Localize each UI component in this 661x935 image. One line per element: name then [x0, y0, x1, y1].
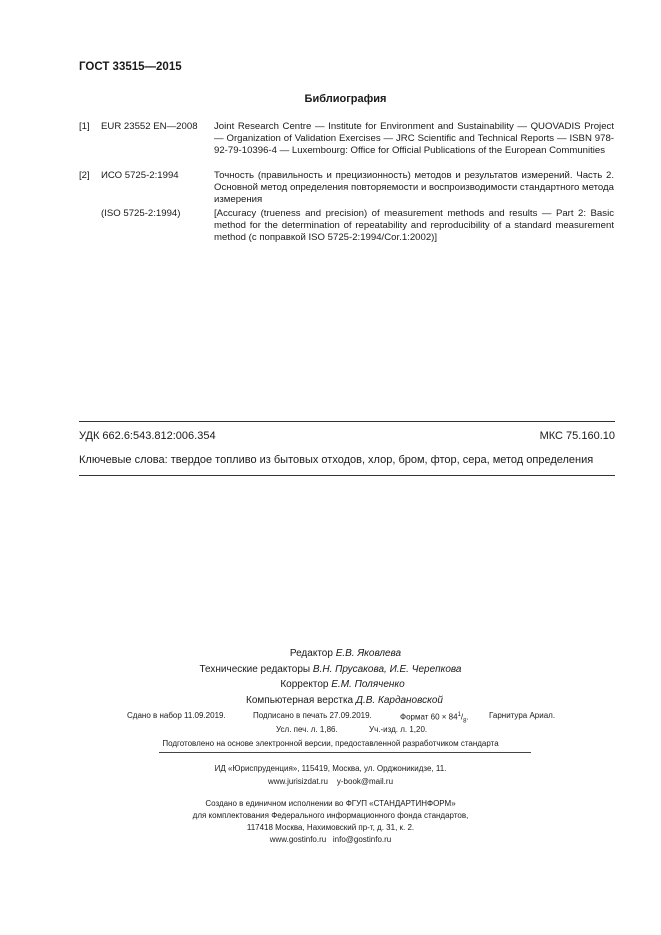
publisher-contacts: [0, 775, 661, 788]
imprint-print-sheets: Усл. печ. л. 1,86.: [276, 725, 338, 734]
publisher-site-link[interactable]: www.jurisizdat.ru: [267, 777, 328, 786]
corrector-name: Е.М. Поляченко: [331, 679, 405, 690]
entry-code: EUR 23552 EN—2008: [101, 121, 198, 132]
publisher-email-link[interactable]: y-book@mail.ru: [336, 777, 394, 786]
printer-site-link[interactable]: www.gostinfo.ru: [269, 835, 327, 844]
printer-email-link[interactable]: info@gostinfo.ru: [332, 835, 392, 844]
udk-code: УДК 662.6:543.812:006.354: [79, 430, 216, 442]
printer-address: 117418 Москва, Нахимовский пр-т, д. 31, к. 2.: [246, 823, 415, 832]
entry-number: [1]: [79, 121, 90, 132]
imprint-divider: [159, 752, 531, 753]
credit-corrector: [0, 677, 661, 693]
layout-label: Компьютерная верстка: [246, 694, 354, 706]
tech-names: В.Н. Прусакова, И.Е. Черепкова: [312, 663, 462, 675]
printer-line-2: для комплектования Федерального информационного фонда стандартов,: [192, 811, 469, 820]
printer-line-1: Создано в единичном исполнении во ФГУП «СТАНДАРТИНФОРМ»: [205, 799, 456, 808]
keywords: Ключевые слова: твердое топливо из бытовых отходов, хлор, бром, фтор, сера, метод определения: [79, 454, 594, 466]
imprint-typeface: Гарнитура Ариал.: [489, 711, 556, 720]
credit-tech-editors: [0, 662, 661, 678]
entry-text: Точность (правильность и прецизионность) методов и результатов измерений. Часть 2. Основной метод определения повторяемости и воспроизводимости стандартного метода измерения: [214, 170, 614, 206]
mks-code: МКС 75.160.10: [539, 430, 615, 442]
imprint-format: Формат $60 \times 84^1/_8$.: [400, 712, 469, 725]
credit-editor: [0, 646, 661, 662]
credit-layout: [0, 693, 661, 709]
corrector-label: Корректор: [280, 679, 329, 690]
layout-name: Д.В. Кардановской: [355, 694, 443, 706]
printer-contacts: [0, 833, 661, 846]
imprint-prepared-note: Подготовлено на основе электронной версии, предоставленной разработчиком стандарта: [162, 739, 499, 748]
bibliography-title: Библиография: [304, 93, 387, 105]
entry-text: Joint Research Centre — Institute for Environment and Sustainability — QUOVADIS Project — Organization of Validation Exercises — JRC Scientific and Technical Reports — ISBN 978-92-79-10396-4 — Luxembourg: Office for Official Publications of the European Communities: [214, 121, 614, 157]
tech-label: Технические редакторы: [199, 663, 311, 675]
editor-label: Редактор: [289, 648, 333, 659]
imprint-typeset-date: Сдано в набор 11.09.2019.: [127, 711, 226, 720]
divider-bottom: [79, 475, 615, 476]
imprint-pub-sheets: Уч.-изд. л. 1,20.: [369, 725, 428, 734]
publisher-address: ИД «Юриспруденция», 115419, Москва, ул. Орджоникидзе, 11.: [214, 764, 447, 773]
standard-number: ГОСТ 33515—2015: [79, 61, 182, 73]
credits: [0, 646, 661, 708]
entry-code: (ISO 5725-2:1994): [101, 208, 181, 219]
entry-code: ИСО 5725-2:1994: [101, 170, 179, 181]
entry-text: [Accuracy (trueness and precision) of measurement methods and results — Part 2: Basic method for the determination of repeatability and reproducibility of a standard measurement method (с поправкой ISO 5725-2:1994/Cor.1:2002)]: [214, 208, 614, 244]
editor-name: Е.В. Яковлева: [335, 648, 402, 659]
entry-number: [2]: [79, 170, 90, 181]
imprint-print-date: Подписано в печать 27.09.2019.: [253, 711, 372, 720]
divider-top: [79, 421, 615, 422]
